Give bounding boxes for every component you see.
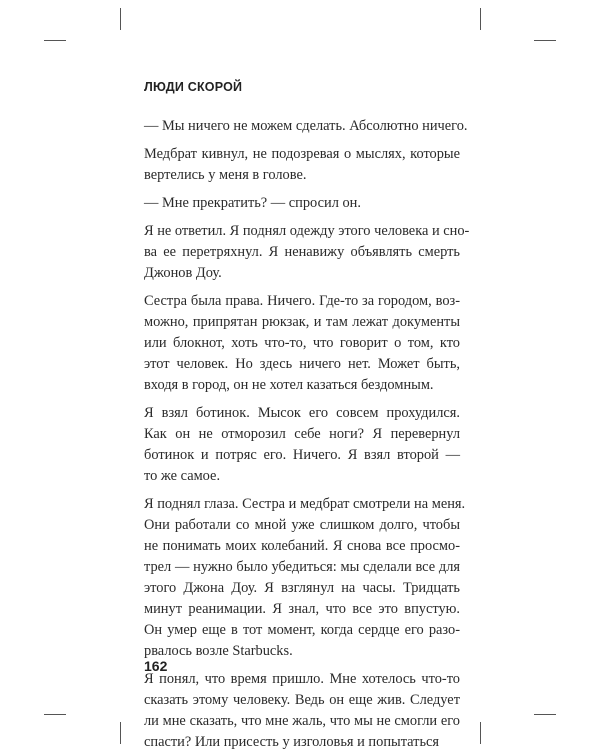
text-line: этого Джона Доу. Я взглянул на часы. Тридцать — [144, 580, 460, 596]
text-line: рвалось возле Starbucks. — [144, 643, 293, 659]
text-line: ва ее перетряхнул. Я ненавижу объявлять смерть — [144, 244, 460, 260]
crop-mark-top-right-vertical — [480, 8, 481, 30]
crop-mark-bottom-right-vertical — [480, 722, 481, 744]
text-line: Я понял, что время пришло. Мне хотелось что-то — [144, 671, 460, 687]
crop-mark-bottom-right — [534, 714, 556, 715]
paragraph — [144, 669, 460, 750]
text-line: этот человек. Но здесь ничего нет. Может быть, — [144, 356, 460, 372]
crop-mark-top-right — [534, 40, 556, 41]
text-line: Сестра была права. Ничего. Где-то за городом, воз- — [144, 293, 460, 309]
text-line: то же самое. — [144, 468, 221, 484]
crop-mark-bottom-left-vertical — [120, 722, 121, 744]
page-number: 162 — [144, 658, 168, 674]
crop-mark-top-left — [44, 40, 66, 41]
text-line: минут реанимации. Я знал, что все это впустую. — [144, 601, 460, 617]
text-line: ботинок и потряс его. Ничего. Я взял второй — — [144, 447, 460, 463]
text-line: Он умер еще в тот момент, когда сердце его разо- — [144, 622, 460, 638]
text-line: или блокнот, хоть что-то, что говорит о том, кто — [144, 335, 460, 351]
paragraph — [144, 144, 460, 186]
text-line: входя в город, он не хотел казаться бездомным. — [144, 377, 434, 393]
text-line: можно, припрятан рюкзак, и там лежат документы — [144, 314, 460, 330]
paragraph — [144, 494, 466, 662]
text-line: спасти? Или присесть у изголовья и попытаться — [144, 734, 440, 750]
paragraph — [144, 116, 468, 137]
crop-mark-top-left-vertical — [120, 8, 121, 30]
text-line: Я взял ботинок. Мысок его совсем прохудился. — [144, 405, 460, 421]
paragraph — [144, 193, 460, 214]
text-line: не понимать моих колебаний. Я снова все просмо- — [144, 538, 460, 554]
text-line: Медбрат кивнул, не подозревая о мыслях, которые — [144, 146, 460, 162]
crop-mark-bottom-left — [44, 714, 66, 715]
running-head: ЛЮДИ СКОРОЙ — [144, 80, 243, 94]
text-line: вертелись у меня в голове. — [144, 167, 307, 183]
text-line: Я не ответил. Я поднял одежду этого человека и сно- — [144, 223, 470, 239]
body-text — [144, 116, 470, 750]
text-line: Я поднял глаза. Сестра и медбрат смотрели на меня. — [144, 496, 466, 512]
paragraph — [144, 403, 460, 487]
text-line: сказать этому человеку. Ведь он еще жив. Следует — [144, 692, 460, 708]
text-line: Как он не отморозил себе ноги? Я перевернул — [144, 426, 460, 442]
text-line: — Мне прекратить? — спросил он. — [144, 195, 361, 211]
text-line: Они работали со мной уже слишком долго, чтобы — [144, 517, 460, 533]
text-line: Джонов Доу. — [144, 265, 222, 281]
paragraph — [144, 291, 460, 396]
text-line: — Мы ничего не можем сделать. Абсолютно ничего. — [144, 118, 468, 134]
text-line: ли мне сказать, что мне жаль, что мы не смогли его — [144, 713, 460, 729]
text-line: трел — нужно было убедиться: мы сделали все для — [144, 559, 460, 575]
paragraph — [144, 221, 470, 284]
